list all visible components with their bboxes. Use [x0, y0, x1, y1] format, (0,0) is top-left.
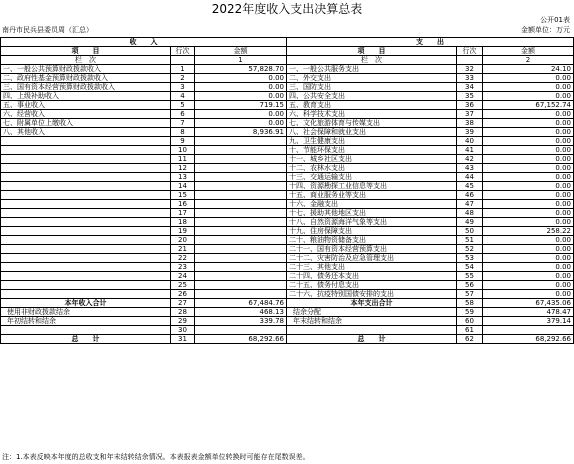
expense-col-label: 栏 次	[287, 56, 457, 65]
expense-line-no: 46	[457, 191, 483, 200]
expense-amount: 0.00	[483, 110, 574, 119]
expense-amount: 0.00	[483, 254, 574, 263]
income-line-no: 18	[171, 218, 195, 227]
income-item	[1, 326, 171, 335]
expense-amount: 0.00	[483, 155, 574, 164]
expense-item: 五、教育支出	[287, 101, 457, 110]
income-item	[1, 173, 171, 182]
expense-line-no: 36	[457, 101, 483, 110]
expense-line-no: 40	[457, 137, 483, 146]
income-amount	[195, 245, 287, 254]
income-line-no: 14	[171, 182, 195, 191]
income-amount: 0.00	[195, 74, 287, 83]
income-line-no: 2	[171, 74, 195, 83]
expense-line-no: 58	[457, 299, 483, 308]
income-line-no: 31	[171, 335, 195, 344]
expense-item: 二十六、抗疫特别国债安排的支出	[287, 290, 457, 299]
income-item	[1, 272, 171, 281]
income-item	[1, 191, 171, 200]
income-amount: 0.00	[195, 119, 287, 128]
income-item	[1, 164, 171, 173]
income-item: 年初结转和结余	[1, 317, 171, 326]
expense-amount: 24.10	[483, 65, 574, 74]
income-amount	[195, 137, 287, 146]
expense-amount: 0.00	[483, 74, 574, 83]
expense-amount: 379.14	[483, 317, 574, 326]
income-amount	[195, 200, 287, 209]
expense-amount: 67,152.74	[483, 101, 574, 110]
expense-amount	[483, 326, 574, 335]
table-row	[1, 254, 574, 263]
expense-line-no: 47	[457, 200, 483, 209]
expense-amount: 0.00	[483, 209, 574, 218]
table-row	[1, 245, 574, 254]
expense-line-header: 行次	[457, 47, 483, 56]
table-row	[1, 200, 574, 209]
income-amount	[195, 173, 287, 182]
income-item	[1, 137, 171, 146]
income-line-header: 行次	[171, 47, 195, 56]
budget-table	[0, 37, 574, 344]
expense-item: 二十二、灾害防治及应急管理支出	[287, 254, 457, 263]
expense-amount: 258.22	[483, 227, 574, 236]
income-amount	[195, 263, 287, 272]
table-row	[1, 218, 574, 227]
table-row	[1, 191, 574, 200]
expense-amount: 0.00	[483, 290, 574, 299]
table-row	[1, 308, 574, 317]
income-item: 八、其他收入	[1, 128, 171, 137]
expense-line-no: 52	[457, 245, 483, 254]
expense-line-no: 35	[457, 92, 483, 101]
income-amount: 339.78	[195, 317, 287, 326]
income-item	[1, 236, 171, 245]
income-amount	[195, 272, 287, 281]
income-item	[1, 281, 171, 290]
expense-amount: 0.00	[483, 272, 574, 281]
expense-amount: 0.00	[483, 173, 574, 182]
expense-amount: 0.00	[483, 191, 574, 200]
table-row	[1, 182, 574, 191]
table-row	[1, 236, 574, 245]
income-item-header: 项 目	[1, 47, 171, 56]
table-row	[1, 272, 574, 281]
expense-amount: 0.00	[483, 236, 574, 245]
expense-line-no: 43	[457, 164, 483, 173]
expense-line-no: 45	[457, 182, 483, 191]
expense-item: 十一、城乡社区支出	[287, 155, 457, 164]
expense-line-no: 54	[457, 263, 483, 272]
expense-line-no: 39	[457, 128, 483, 137]
expense-line-no: 41	[457, 146, 483, 155]
expense-line-no: 38	[457, 119, 483, 128]
table-row	[1, 119, 574, 128]
table-row	[1, 74, 574, 83]
report-title: 2022年度收入支出决算总表	[211, 2, 363, 16]
footnote: 注：1.本表反映本年度的总收支和年末结转结余情况。本表报表金额单位转换时可能存在尾数误差。	[2, 453, 310, 461]
income-amount	[195, 164, 287, 173]
expense-line-no: 50	[457, 227, 483, 236]
expense-line-no: 37	[457, 110, 483, 119]
income-item	[1, 263, 171, 272]
expense-line-no: 42	[457, 155, 483, 164]
expense-item: 二十三、其他支出	[287, 263, 457, 272]
income-header: 收 入	[1, 38, 287, 47]
expense-amount: 68,292.66	[483, 335, 574, 344]
income-line-no: 12	[171, 164, 195, 173]
expense-col-number: 2	[483, 56, 574, 65]
income-amount	[195, 281, 287, 290]
expense-amount: 67,435.06	[483, 299, 574, 308]
expense-amount: 0.00	[483, 119, 574, 128]
org-name: 南丹市民兵县委员周（汇总）	[2, 26, 93, 34]
income-line-no: 19	[171, 227, 195, 236]
expense-amount: 0.00	[483, 128, 574, 137]
income-line-no: 5	[171, 101, 195, 110]
expense-amount: 0.00	[483, 137, 574, 146]
income-amount	[195, 218, 287, 227]
expense-item: 四、公共安全支出	[287, 92, 457, 101]
expense-item-header: 项 目	[287, 47, 457, 56]
income-line-no: 28	[171, 308, 195, 317]
income-item	[1, 155, 171, 164]
table-row	[1, 128, 574, 137]
expense-line-no: 61	[457, 326, 483, 335]
table-row	[1, 164, 574, 173]
table-row	[1, 65, 574, 74]
expense-line-no: 48	[457, 209, 483, 218]
expense-amount: 0.00	[483, 200, 574, 209]
expense-item: 三、国防支出	[287, 83, 457, 92]
income-amount	[195, 191, 287, 200]
expense-item	[287, 326, 457, 335]
expense-amount: 0.00	[483, 245, 574, 254]
expense-amount: 0.00	[483, 182, 574, 191]
expense-item: 十二、农林水支出	[287, 164, 457, 173]
table-row	[1, 263, 574, 272]
expense-line-no: 56	[457, 281, 483, 290]
expense-amount: 0.00	[483, 164, 574, 173]
expense-line-no: 51	[457, 236, 483, 245]
income-line-no: 4	[171, 92, 195, 101]
income-line-no: 21	[171, 245, 195, 254]
income-amount: 8,936.91	[195, 128, 287, 137]
income-col-label: 栏 次	[1, 56, 171, 65]
expense-item: 二十一、国有资本经营预算支出	[287, 245, 457, 254]
table-row	[1, 101, 574, 110]
expense-amount: 0.00	[483, 146, 574, 155]
income-item: 六、经营收入	[1, 110, 171, 119]
expense-item: 十、节能环保支出	[287, 146, 457, 155]
expense-line-no: 34	[457, 83, 483, 92]
expense-item: 六、科学技术支出	[287, 110, 457, 119]
income-line-no: 11	[171, 155, 195, 164]
table-row	[1, 227, 574, 236]
income-amount	[195, 326, 287, 335]
expense-amount-header: 金额	[483, 47, 574, 56]
expense-item: 十八、自然资源海洋气象等支出	[287, 218, 457, 227]
income-item	[1, 290, 171, 299]
expense-item: 二十五、债务付息支出	[287, 281, 457, 290]
income-item: 二、政府性基金预算财政拨款收入	[1, 74, 171, 83]
table-row	[1, 335, 574, 344]
expense-amount: 0.00	[483, 263, 574, 272]
table-row	[1, 317, 574, 326]
income-item	[1, 209, 171, 218]
expense-item: 结余分配	[287, 308, 457, 317]
expense-item: 二、外交支出	[287, 74, 457, 83]
income-amount: 0.00	[195, 92, 287, 101]
expense-item: 本年支出合计	[287, 299, 457, 308]
income-line-no: 13	[171, 173, 195, 182]
income-line-no: 17	[171, 209, 195, 218]
expense-item: 十六、金融支出	[287, 200, 457, 209]
income-col-number: 1	[195, 56, 287, 65]
income-item: 四、上级补助收入	[1, 92, 171, 101]
expense-line-no: 57	[457, 290, 483, 299]
expense-amount: 0.00	[483, 83, 574, 92]
income-item	[1, 200, 171, 209]
income-line-no: 15	[171, 191, 195, 200]
expense-line-no: 60	[457, 317, 483, 326]
expense-amount: 0.00	[483, 281, 574, 290]
income-line-no: 10	[171, 146, 195, 155]
expense-item: 十五、商业服务业等支出	[287, 191, 457, 200]
income-item: 使用非财政拨款结余	[1, 308, 171, 317]
expense-item: 十三、交通运输支出	[287, 173, 457, 182]
expense-amount: 0.00	[483, 218, 574, 227]
income-amount	[195, 227, 287, 236]
income-line-no: 20	[171, 236, 195, 245]
income-amount	[195, 146, 287, 155]
income-line-no: 1	[171, 65, 195, 74]
income-item: 本年收入合计	[1, 299, 171, 308]
income-amount-header: 金额	[195, 47, 287, 56]
expense-item: 二十四、债务还本支出	[287, 272, 457, 281]
income-item: 一、一般公共预算财政拨款收入	[1, 65, 171, 74]
expense-item: 十四、资源勘探工业信息等支出	[287, 182, 457, 191]
income-item: 七、附属单位上缴收入	[1, 119, 171, 128]
table-row	[1, 299, 574, 308]
income-item	[1, 227, 171, 236]
expense-item: 年末结转和结余	[287, 317, 457, 326]
unit-label: 金额单位：万元	[521, 26, 570, 34]
income-amount	[195, 182, 287, 191]
expense-line-no: 44	[457, 173, 483, 182]
expense-line-no: 59	[457, 308, 483, 317]
income-item: 总 计	[1, 335, 171, 344]
form-code: 公开01表	[540, 16, 570, 24]
income-amount: 0.00	[195, 83, 287, 92]
income-amount	[195, 290, 287, 299]
income-line-no: 29	[171, 317, 195, 326]
table-row	[1, 92, 574, 101]
income-line-no: 6	[171, 110, 195, 119]
expense-line-no: 53	[457, 254, 483, 263]
table-row	[1, 173, 574, 182]
income-line-no: 7	[171, 119, 195, 128]
income-line-no: 23	[171, 263, 195, 272]
table-row	[1, 146, 574, 155]
expense-line-no: 49	[457, 218, 483, 227]
expense-header: 支 出	[287, 38, 574, 47]
expense-item: 七、文化旅游体育与传媒支出	[287, 119, 457, 128]
income-item	[1, 218, 171, 227]
income-line-no: 22	[171, 254, 195, 263]
income-line-no: 27	[171, 299, 195, 308]
income-amount	[195, 236, 287, 245]
income-amount	[195, 209, 287, 218]
income-line-no: 30	[171, 326, 195, 335]
income-line-no: 8	[171, 128, 195, 137]
table-row	[1, 110, 574, 119]
table-row	[1, 83, 574, 92]
income-amount: 67,484.76	[195, 299, 287, 308]
expense-amount: 0.00	[483, 92, 574, 101]
income-item: 三、国有资本经营预算财政拨款收入	[1, 83, 171, 92]
expense-line-no: 33	[457, 74, 483, 83]
expense-item: 八、社会保障和就业支出	[287, 128, 457, 137]
expense-item: 总 计	[287, 335, 457, 344]
expense-line-no: 55	[457, 272, 483, 281]
income-item	[1, 254, 171, 263]
income-item	[1, 182, 171, 191]
income-item	[1, 245, 171, 254]
expense-item: 一、一般公共服务支出	[287, 65, 457, 74]
income-amount: 468.13	[195, 308, 287, 317]
table-row	[1, 137, 574, 146]
expense-item: 十七、援助其他地区支出	[287, 209, 457, 218]
income-line-no: 26	[171, 290, 195, 299]
income-line-no: 25	[171, 281, 195, 290]
table-row	[1, 209, 574, 218]
table-row	[1, 290, 574, 299]
expense-item: 九、卫生健康支出	[287, 137, 457, 146]
income-line-no: 24	[171, 272, 195, 281]
expense-line-no: 32	[457, 65, 483, 74]
expense-item: 二十、粮油物资储备支出	[287, 236, 457, 245]
income-amount	[195, 155, 287, 164]
income-line-no: 9	[171, 137, 195, 146]
income-amount: 57,828.70	[195, 65, 287, 74]
income-line-no: 16	[171, 200, 195, 209]
table-row	[1, 155, 574, 164]
expense-item: 十九、住房保障支出	[287, 227, 457, 236]
expense-line-no: 62	[457, 335, 483, 344]
income-amount: 0.00	[195, 110, 287, 119]
table-row	[1, 281, 574, 290]
expense-amount: 478.47	[483, 308, 574, 317]
income-amount: 68,292.66	[195, 335, 287, 344]
income-line-no: 3	[171, 83, 195, 92]
income-amount: 719.15	[195, 101, 287, 110]
income-item	[1, 146, 171, 155]
income-amount	[195, 254, 287, 263]
table-row	[1, 326, 574, 335]
income-item: 五、事业收入	[1, 101, 171, 110]
